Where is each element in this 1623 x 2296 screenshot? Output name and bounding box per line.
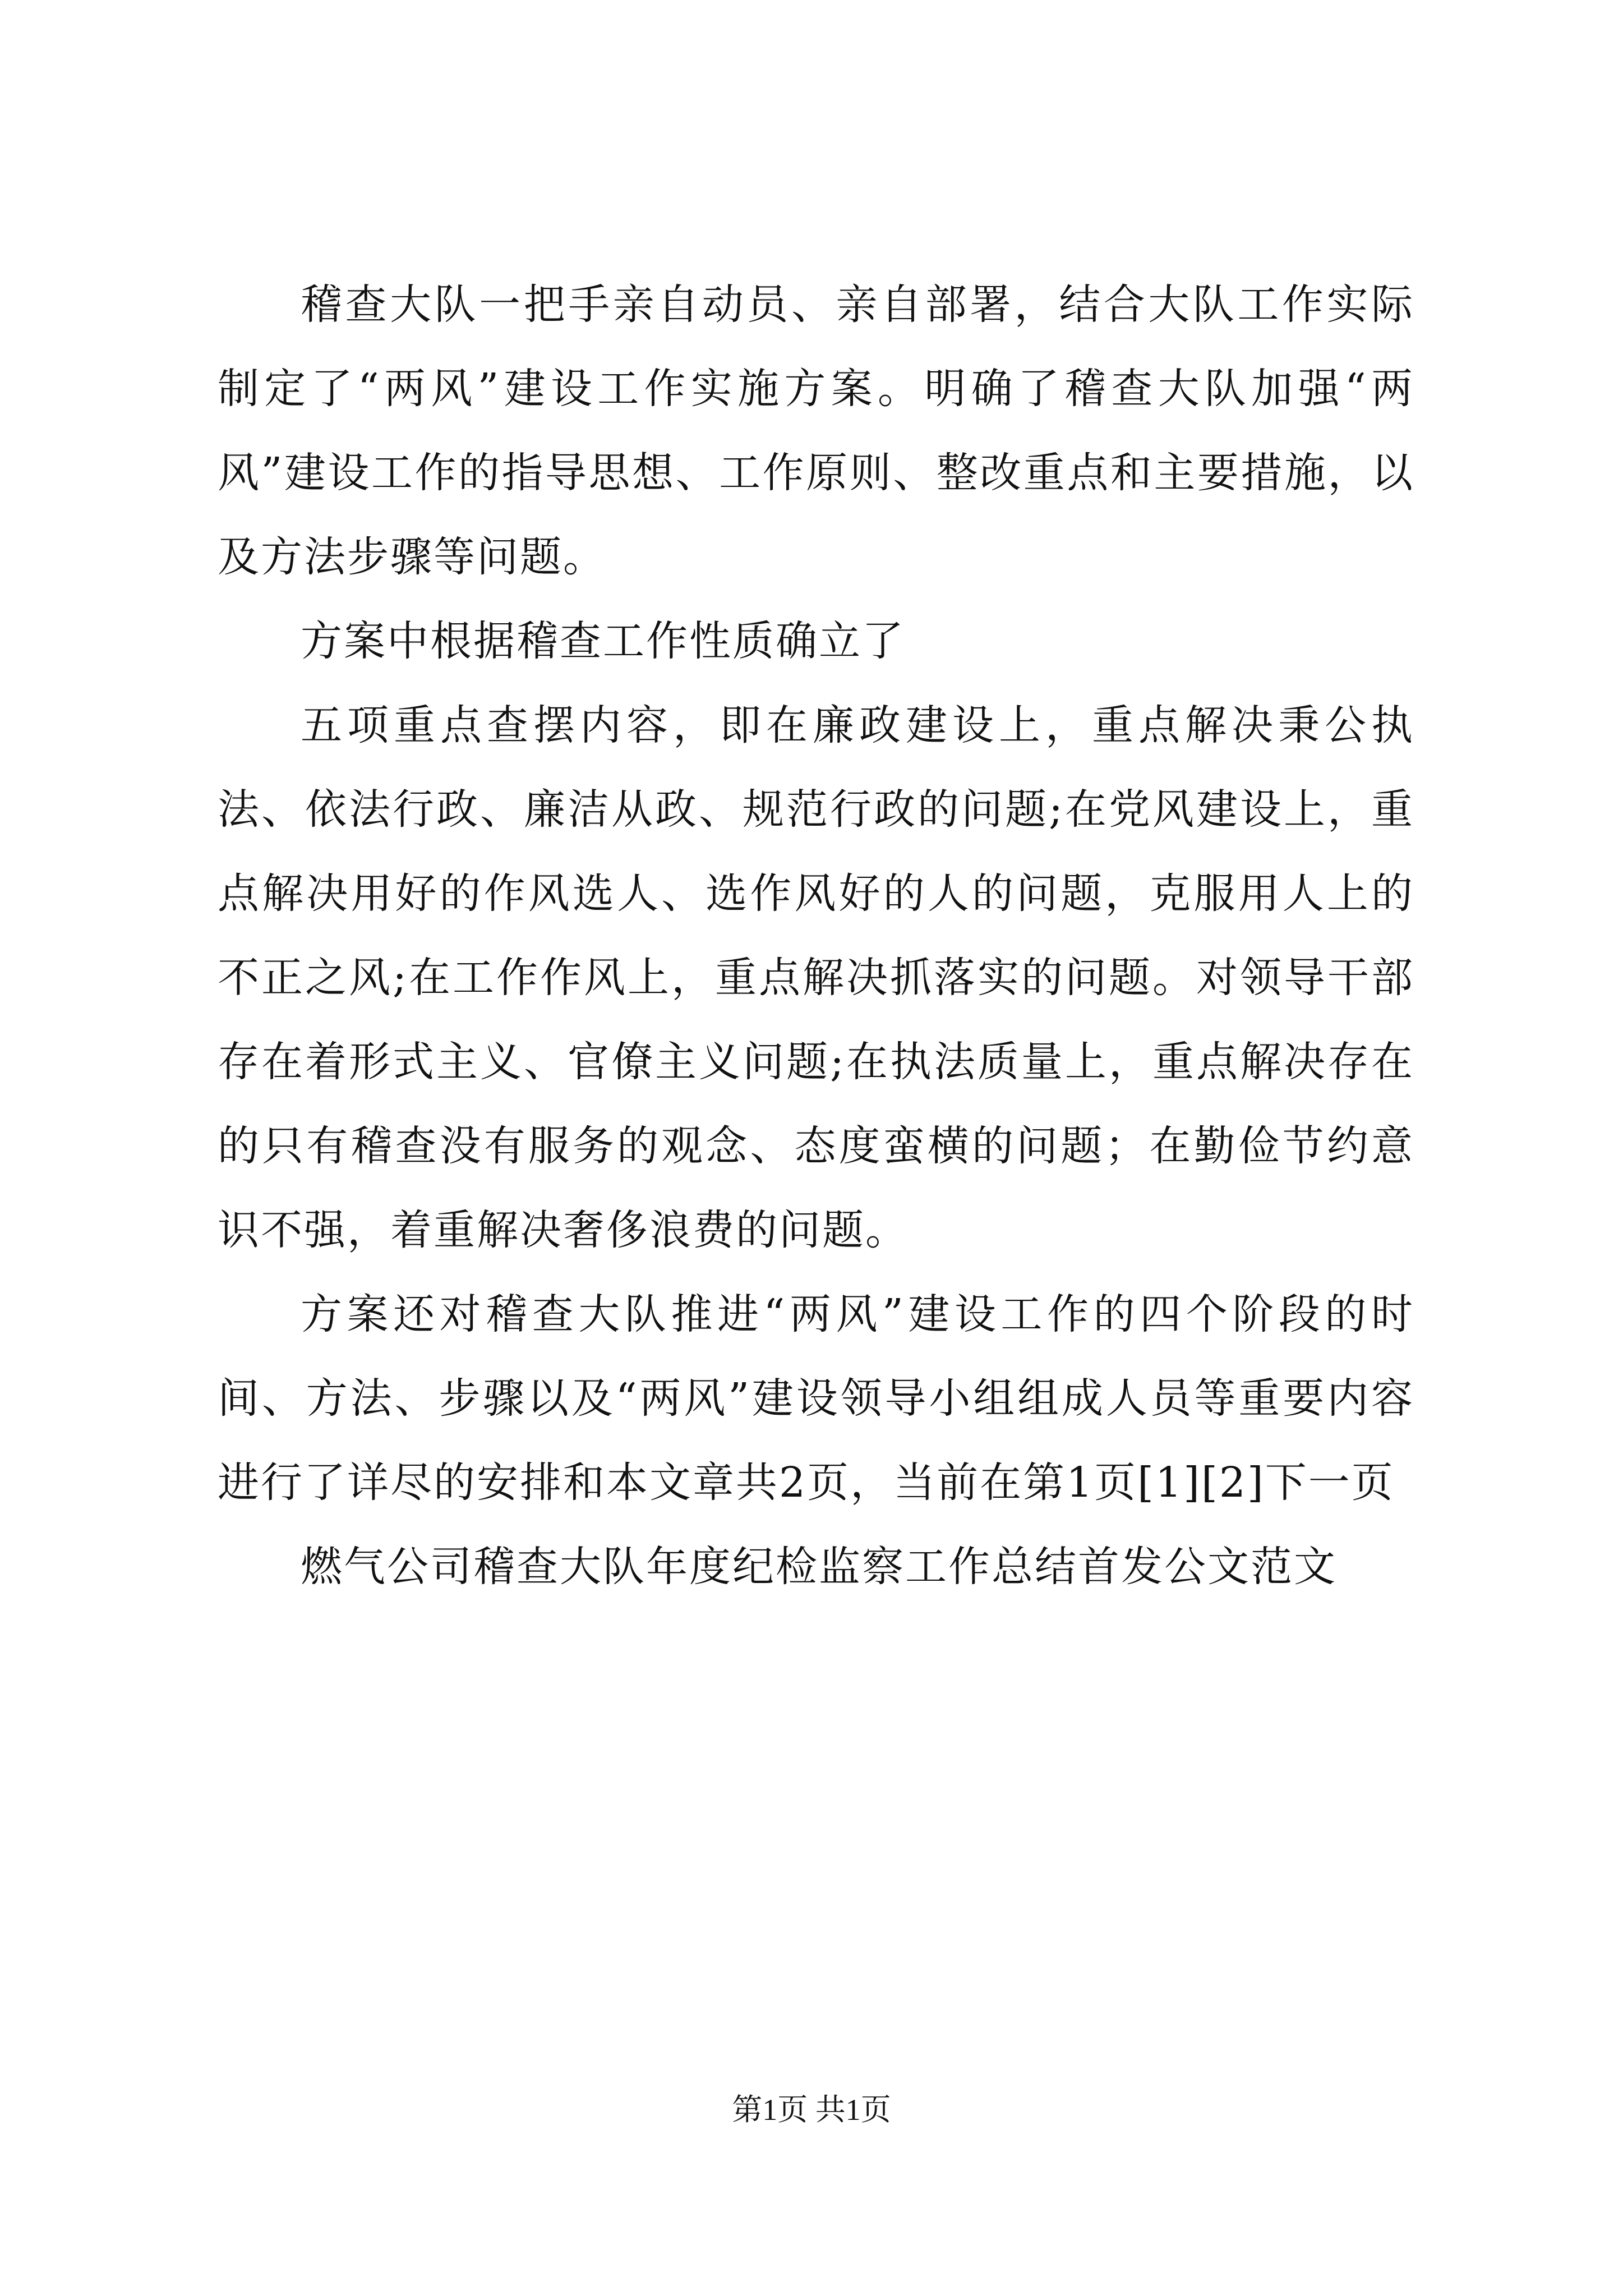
- page-footer: 第1页 共1页: [732, 2093, 891, 2127]
- paragraph-2: 方案中根据稽查工作性质确立了: [301, 617, 905, 665]
- paragraph-5: 燃气公司稽查大队年度纪检监察工作总结首发公文范文: [301, 1543, 1337, 1591]
- paragraph-4: 方案还对稽查大队推进“两风”建设工作的四个阶段的时间、方法、步骤以及“两风”建设领导小组组成人员等重要内容进行了详尽的安排和本文章共2页，当前在第1页[1][2]下一页: [218, 1290, 1414, 1507]
- document-body: [218, 263, 1414, 1609]
- paragraph-1: 稽查大队一把手亲自动员、亲自部署，结合大队工作实际制定了“两风”建设工作实施方案。明确了稽查大队加强“两风”建设工作的指导思想、工作原则、整改重点和主要措施，以及方法步骤等问题。: [218, 280, 1414, 581]
- paragraph-3: 五项重点查摆内容，即在廉政建设上，重点解决秉公执法、依法行政、廉洁从政、规范行政的问题;在党风建设上，重点解决用好的作风选人、选作风好的人的问题，克服用人上的不正之风;在工作作风上，重点解决抓落实的问题。对领导干部存在着形式主义、官僚主义问题;在执法质量上，重点解决存在的只有稽查没有服务的观念、态度蛮横的问题；在勤俭节约意识不强，着重解决奢侈浪费的问题。: [218, 701, 1414, 1254]
